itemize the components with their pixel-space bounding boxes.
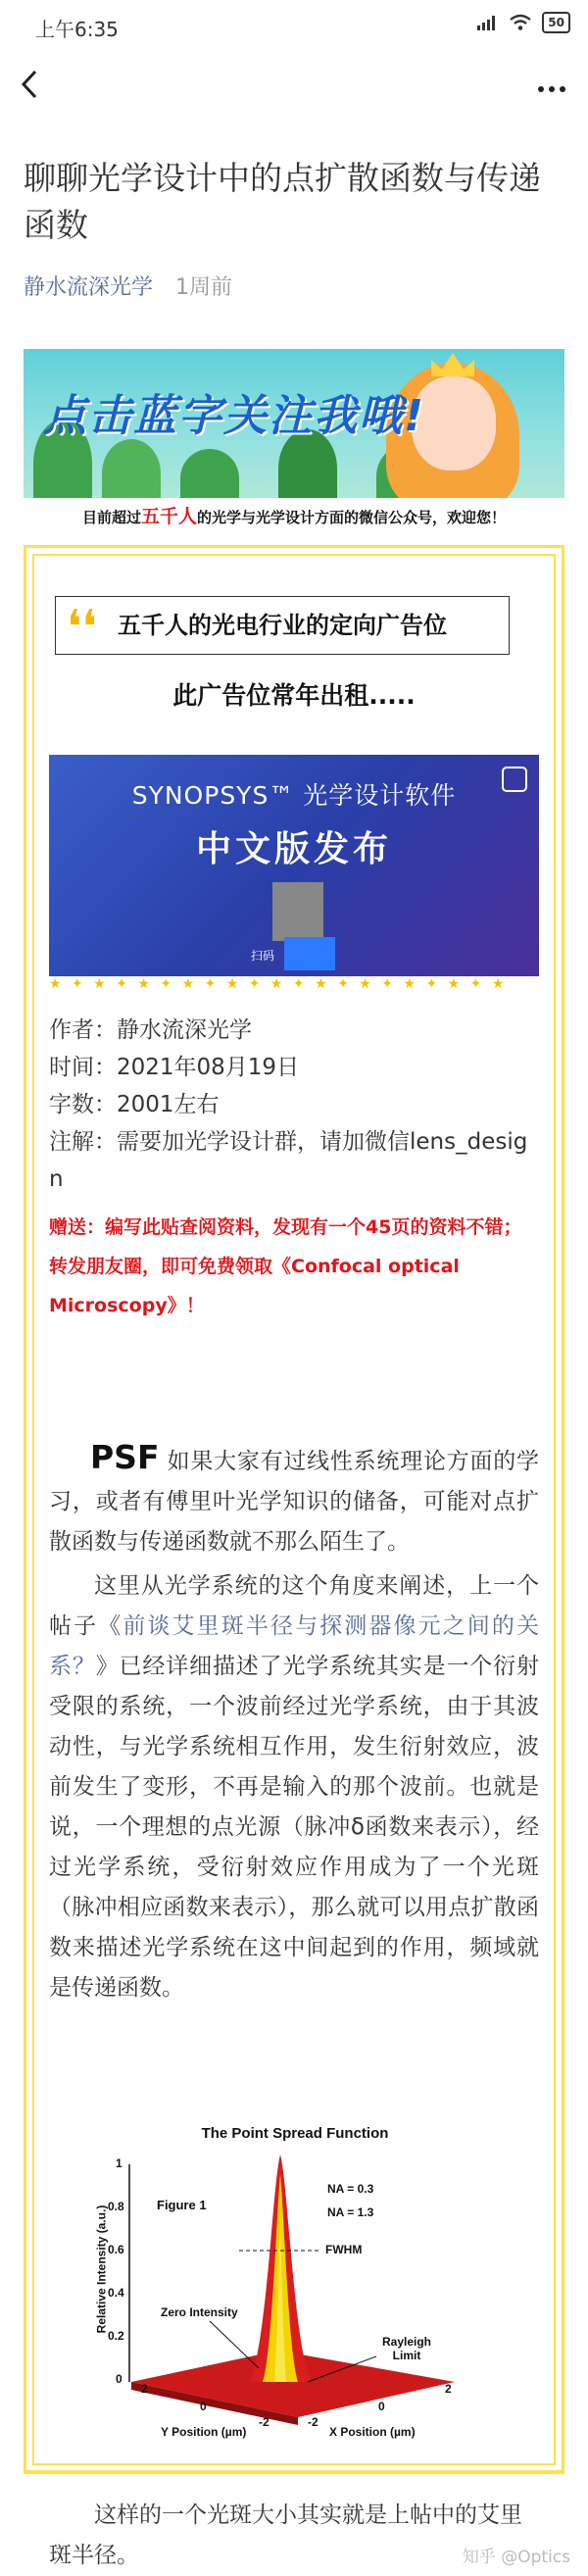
ypos-tick-2: 2 (141, 2382, 148, 2396)
ypos-tick-0: 0 (200, 2400, 207, 2413)
status-icons (477, 12, 570, 33)
previous-post-link[interactable]: 前谈艾里斑半径与探测器像元之间的关系？ (49, 1613, 540, 1679)
figure-label: Figure 1 (157, 2198, 207, 2212)
more-button[interactable] (537, 63, 566, 102)
watermark: 知乎 @Optics (462, 2548, 570, 2567)
article-title: 聊聊光学设计中的点扩散函数与传递函数 (24, 159, 541, 244)
fwhm-label: FWHM (325, 2243, 363, 2256)
na-low-label: NA = 0.3 (327, 2182, 374, 2196)
psf-figure (94, 2125, 488, 2441)
qr-code (272, 882, 323, 941)
back-button[interactable] (20, 69, 39, 109)
y-tick-0: 0 (116, 2372, 122, 2386)
promo-image[interactable] (49, 755, 539, 976)
info-author: 作者：静水流深光学 (49, 1017, 252, 1043)
promo-line1: SYNOPSYS™ 光学设计软件 (131, 781, 457, 810)
stars-divider: ★ ✦ ★ ✦ ★ ✦ ★ ✦ ★ ✦ ★ ✦ ★ ✦ ★ ✦ ★ ✦ ★ ✦ ★ (49, 976, 508, 992)
info-words: 字数：2001左右 (49, 1092, 220, 1117)
xpos-tick-2: 2 (445, 2382, 452, 2396)
chevron-left-icon (20, 69, 39, 100)
info-time: 时间：2021年08月19日 (49, 1055, 300, 1080)
y-tick-1: 1 (116, 2156, 122, 2170)
signal-icon (477, 15, 499, 30)
figure-title: The Point Spread Function (201, 2125, 389, 2142)
status-time: 上午6:35 (35, 18, 119, 41)
paragraph-diffraction: 这里从光学系统的这个角度来阐述，上一个帖子《前谈艾里斑半径与探测器像元之间的关系？》已经详细描述了光学系统其实是一个衍射受限的系统，一个波前经过光学系统，由于其波动性，与光学系统相互作用，发生衍射效应，波前发生了变形，不再是输入的那个波前。也就是说，一个理想的点光源（脉冲δ函数来表示），经过光学系统，受衍射效应作用成为了一个光斑（脉冲相应函数来表示），那么就可以用点扩散函数来描述光学系统在这中间起到的作用，频域就是传递函数。 (49, 1573, 540, 2001)
author-link[interactable]: 静水流深光学 (24, 275, 154, 300)
article-meta (24, 271, 232, 301)
gift-text: 赠送：编写此贴查阅资料，发现有一个45页的资料不错； 转发朋友圈，即可免费领取《Confocal optical Microscopy》！ (49, 1216, 522, 1316)
x-position-label: X Position (µm) (329, 2425, 416, 2439)
xpos-tick-0: 0 (378, 2400, 385, 2413)
rayleigh-label: Rayleigh Limit (382, 2335, 432, 2362)
paragraph-airy: 这样的一个光斑大小其实就是上帖中的艾里斑半径。 (49, 2502, 522, 2568)
ad-headline: 五千人的光电行业的定向广告位 (55, 596, 510, 655)
ad-subline: 此广告位常年出租..... (172, 681, 416, 710)
status-bar (0, 0, 588, 49)
info-note: 注解：需要加光学设计群，请加微信lens_design (49, 1129, 528, 1192)
follower-notice: 目前超过五千人的光学与光学设计方面的微信公众号，欢迎您！ (81, 506, 507, 527)
banner-text: 点击蓝字关注我哦! (43, 391, 426, 441)
share-icon (502, 767, 527, 792)
quote-icon: ❛❛ (67, 600, 97, 655)
zero-intensity-label: Zero Intensity (161, 2305, 238, 2319)
promo-line2: 中文版发布 (195, 829, 392, 869)
more-horizontal-icon (537, 85, 566, 93)
ypos-tick-neg2: -2 (259, 2415, 270, 2429)
paragraph-psf: PSF 如果大家有过线性系统理论方面的学习，或者有傅里叶光学知识的储备，可能对点扩散函数与传递函数就不那么陌生了。 (49, 1438, 539, 1555)
y-tick-02: 0.2 (108, 2329, 124, 2343)
xpos-tick-neg2: -2 (308, 2415, 318, 2429)
post-info (49, 1012, 539, 1198)
psf-plot (102, 2125, 488, 2441)
nav-bar (0, 49, 588, 127)
section-divider (24, 2470, 564, 2473)
y-position-label: Y Position (µm) (161, 2425, 247, 2439)
post-age: 1周前 (175, 275, 233, 300)
scan-label: 扫码 (251, 949, 275, 963)
y-tick-04: 0.4 (108, 2286, 124, 2300)
follow-banner[interactable] (24, 349, 564, 498)
y-axis-label: Relative Intensity (a.u.) (94, 2204, 109, 2334)
y-tick-08: 0.8 (108, 2200, 124, 2213)
y-tick-06: 0.6 (108, 2243, 124, 2256)
psf-label: PSF (90, 1438, 160, 1476)
battery-icon: 50 (542, 12, 570, 33)
wifi-icon (509, 14, 532, 31)
na-high-label: NA = 1.3 (327, 2205, 374, 2219)
